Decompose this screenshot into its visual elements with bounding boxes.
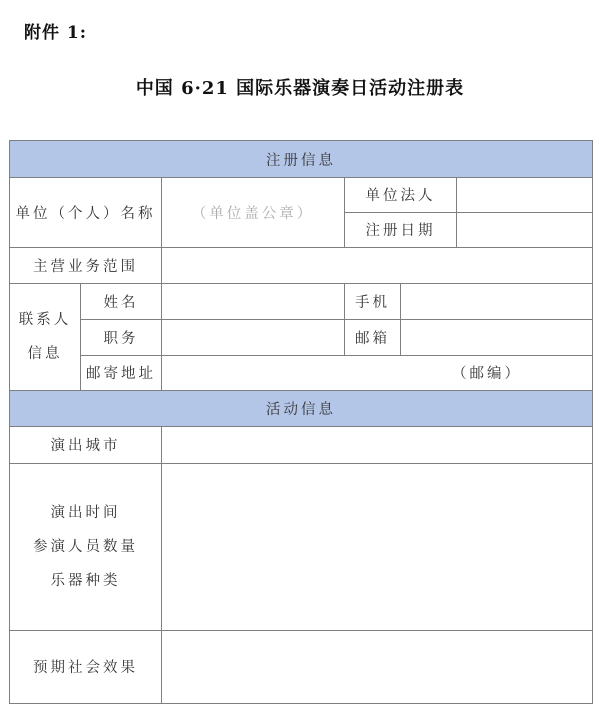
registration-form-table xyxy=(9,140,593,704)
unit-name-field[interactable]: （单位盖公章） xyxy=(191,205,315,222)
phone-field[interactable] xyxy=(401,283,592,319)
performance-time-label: 演出时间 xyxy=(50,504,121,521)
legal-person-label: 单位法人 xyxy=(365,188,436,204)
contact-info-label xyxy=(10,283,80,390)
contact-name-field[interactable] xyxy=(162,283,344,319)
contact-label-line1: 联系人 xyxy=(18,311,72,328)
section-header-activity: 活动信息 xyxy=(10,391,592,426)
performance-details-field[interactable] xyxy=(162,463,592,630)
section-header-registration: 注册信息 xyxy=(10,141,592,177)
email-field[interactable] xyxy=(401,319,592,355)
registration-date-label: 注册日期 xyxy=(365,223,436,239)
contact-label-line2: 信息 xyxy=(27,345,63,362)
registration-date-field[interactable] xyxy=(457,212,592,247)
social-effect-label: 预期社会效果 xyxy=(33,660,138,676)
address-field[interactable] xyxy=(162,355,592,390)
position-label: 职务 xyxy=(103,330,139,347)
position-field[interactable] xyxy=(162,319,344,355)
contact-name-label: 姓名 xyxy=(103,294,139,311)
social-effect-field[interactable] xyxy=(162,630,592,703)
phone-label: 手机 xyxy=(355,294,390,311)
business-scope-label: 主营业务范围 xyxy=(33,258,138,275)
business-scope-field[interactable] xyxy=(162,247,592,283)
instrument-type-label: 乐器种类 xyxy=(50,572,121,589)
form-title: 中国 6·21 国际乐器演奏日活动注册表 xyxy=(135,78,465,99)
attachment-label: 附件 1: xyxy=(24,23,88,43)
performer-count-label: 参演人员数量 xyxy=(33,538,138,555)
address-label: 邮寄地址 xyxy=(86,366,156,382)
performance-details-label xyxy=(10,463,161,630)
city-label: 演出城市 xyxy=(50,438,121,454)
legal-person-field[interactable] xyxy=(457,177,592,212)
postcode-hint: （邮编） xyxy=(452,366,522,382)
email-label: 邮箱 xyxy=(355,330,390,347)
unit-name-label: 单位（个人）名称 xyxy=(15,205,156,222)
city-field[interactable] xyxy=(162,426,592,463)
